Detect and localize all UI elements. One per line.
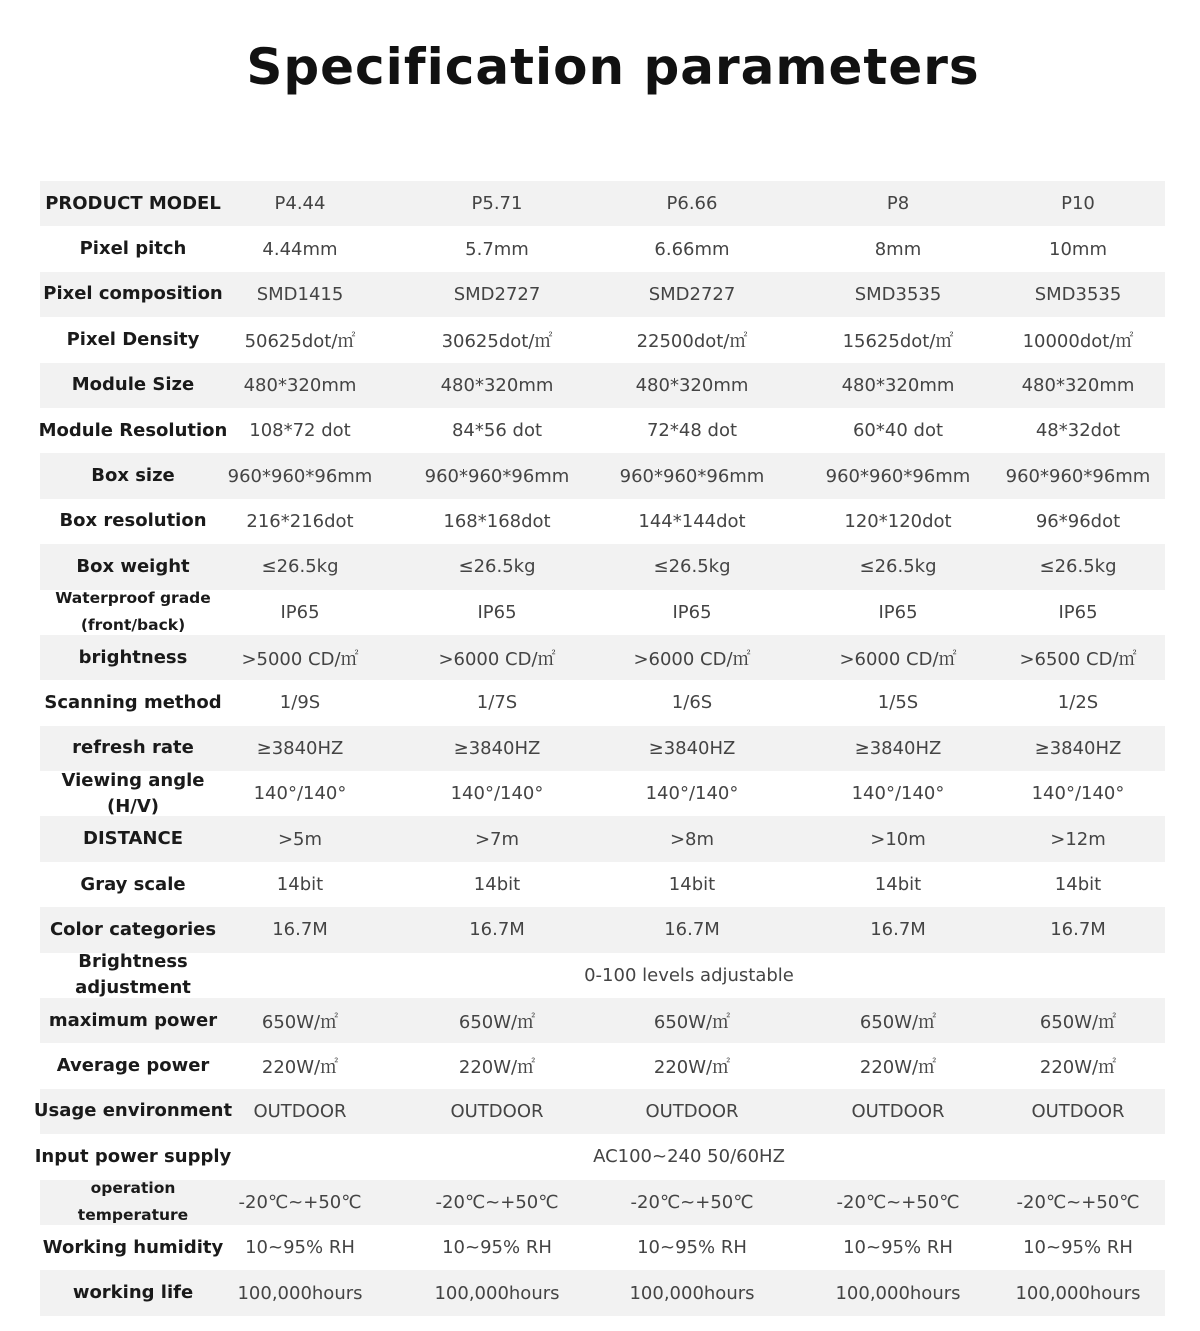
table-cell: P4.44 [274, 193, 326, 215]
table-cell: 140°/140° [645, 783, 739, 805]
row-label: Module Size [71, 374, 195, 396]
table-cell: 15625dot/㎡ [842, 330, 954, 352]
table-cell: 650W/㎡ [653, 1011, 731, 1033]
table-row [40, 408, 1165, 453]
row-label: Box size [91, 464, 175, 486]
table-cell: 10mm [1049, 238, 1107, 260]
row-label: Viewing angle (H/V) [61, 769, 205, 817]
table-cell: 10000dot/㎡ [1022, 330, 1134, 352]
row-label: Color categories [49, 918, 217, 940]
table-cell: 650W/㎡ [859, 1011, 937, 1033]
table-cell: 10~95% RH [245, 1237, 355, 1259]
table-cell: 72*48 dot [646, 420, 738, 442]
table-cell: SMD3535 [854, 283, 942, 305]
table-row [33, 1089, 1165, 1134]
table-cell: 220W/㎡ [458, 1057, 536, 1079]
table-cell: 16.7M [1050, 919, 1106, 941]
table-cell: IP65 [280, 601, 320, 623]
table-cell: >7m [474, 828, 520, 850]
table-cell: 480*320mm [841, 374, 955, 396]
row-label: Pixel pitch [79, 238, 187, 260]
row-label: Box resolution [59, 510, 207, 532]
row-label: maximum power [48, 1009, 218, 1031]
table-cell: 650W/㎡ [1039, 1011, 1117, 1033]
table-cell: 144*144dot [638, 510, 746, 532]
table-cell: -20℃~+50℃ [238, 1191, 362, 1213]
table-cell: P5.71 [471, 193, 523, 215]
row-label: operation temperature [77, 1179, 189, 1225]
row-label: Scanning method [44, 691, 222, 713]
table-cell: 96*96dot [1035, 510, 1121, 532]
table-cell: 960*960*96mm [227, 465, 373, 487]
table-cell: 216*216dot [246, 510, 354, 532]
table-cell: 10~95% RH [843, 1237, 953, 1259]
table-cell: 140°/140° [851, 783, 945, 805]
table-row [40, 907, 1165, 952]
table-row [40, 726, 1165, 771]
table-cell: ≤26.5kg [458, 556, 536, 578]
table-row [40, 544, 1165, 589]
table-cell: 220W/㎡ [859, 1057, 937, 1079]
table-cell: ≥3840HZ [854, 737, 942, 759]
table-row [34, 1134, 1165, 1179]
table-cell: 1/7S [476, 692, 518, 714]
table-cell: >5000 CD/㎡ [241, 648, 359, 670]
table-cell: 220W/㎡ [1039, 1057, 1117, 1079]
table-cell: 140°/140° [1031, 783, 1125, 805]
row-label: Pixel composition [43, 283, 223, 305]
table-cell: ≥3840HZ [1034, 737, 1122, 759]
table-cell: 14bit [473, 874, 521, 896]
row-label: Box weight [76, 555, 190, 577]
table-cell: 22500dot/㎡ [636, 330, 748, 352]
table-cell: 48*32dot [1035, 420, 1121, 442]
table-cell: 100,000hours [835, 1282, 961, 1304]
table-cell: 16.7M [469, 919, 525, 941]
table-cell: -20℃~+50℃ [630, 1191, 754, 1213]
table-cell: -20℃~+50℃ [836, 1191, 960, 1213]
table-cell: 140°/140° [253, 783, 347, 805]
table-cell: 480*320mm [635, 374, 749, 396]
table-cell: 960*960*96mm [619, 465, 765, 487]
table-cell: OUTDOOR [1031, 1101, 1125, 1122]
table-cell: 1/2S [1057, 692, 1099, 714]
table-cell: -20℃~+50℃ [1016, 1191, 1140, 1213]
table-cell: >6000 CD/㎡ [438, 648, 556, 670]
row-label: Module Resolution [38, 419, 228, 441]
table-row [40, 363, 1165, 408]
table-cell: IP65 [1058, 601, 1098, 623]
spec-table [33, 181, 1165, 1316]
table-cell: >12m [1050, 828, 1106, 850]
table-cell: 100,000hours [1015, 1282, 1141, 1304]
table-cell: 480*320mm [440, 374, 554, 396]
table-row [40, 998, 1165, 1043]
table-cell: 1/6S [671, 692, 713, 714]
table-cell: 108*72 dot [249, 420, 351, 442]
row-label: Brightness adjustment [75, 951, 191, 999]
table-row [40, 953, 1165, 998]
row-label: refresh rate [72, 737, 194, 759]
table-cell: >8m [669, 828, 715, 850]
table-cell: 120*120dot [844, 510, 952, 532]
table-cell: ≥3840HZ [453, 737, 541, 759]
table-cell: ≥3840HZ [256, 737, 344, 759]
table-cell: >6500 CD/㎡ [1019, 648, 1137, 670]
table-row [40, 1180, 1165, 1225]
row-label: PRODUCT MODEL [45, 192, 221, 214]
row-label: Working humidity [42, 1236, 224, 1258]
table-cell: 10~95% RH [442, 1237, 552, 1259]
row-label: DISTANCE [83, 828, 183, 850]
row-label: Gray scale [80, 873, 186, 895]
table-cell: 960*960*96mm [424, 465, 570, 487]
table-cell: SMD2727 [453, 283, 541, 305]
table-row [40, 181, 1165, 226]
table-cell: SMD3535 [1034, 283, 1122, 305]
table-cell: OUTDOOR [851, 1101, 945, 1122]
row-label: Waterproof grade (front/back) [55, 589, 211, 635]
table-cell: 60*40 dot [852, 420, 944, 442]
table-row [40, 317, 1165, 362]
row-label: working life [72, 1282, 194, 1304]
page-title: Specification parameters [246, 38, 980, 96]
table-cell: -20℃~+50℃ [435, 1191, 559, 1213]
table-cell: 220W/㎡ [261, 1057, 339, 1079]
table-cell: 168*168dot [443, 510, 551, 532]
table-row [40, 272, 1165, 317]
table-cell: 84*56 dot [451, 420, 543, 442]
table-cell: 30625dot/㎡ [441, 330, 553, 352]
table-cell: 6.66mm [654, 238, 730, 260]
table-cell: 100,000hours [629, 1282, 755, 1304]
table-cell: 480*320mm [243, 374, 357, 396]
table-cell: ≤26.5kg [653, 556, 731, 578]
row-label: brightness [78, 646, 188, 668]
table-cell: 14bit [276, 874, 324, 896]
table-cell: 16.7M [664, 919, 720, 941]
table-cell: SMD1415 [256, 283, 344, 305]
row-label: Pixel Density [66, 328, 200, 350]
table-cell: 140°/140° [450, 783, 544, 805]
table-cell: 14bit [668, 874, 716, 896]
table-cell: 650W/㎡ [458, 1011, 536, 1033]
table-row [40, 590, 1165, 635]
table-cell: ≥3840HZ [648, 737, 736, 759]
table-cell: 100,000hours [237, 1282, 363, 1304]
table-cell: >10m [870, 828, 926, 850]
table-cell: 480*320mm [1021, 374, 1135, 396]
table-cell: IP65 [477, 601, 517, 623]
table-cell: 650W/㎡ [261, 1011, 339, 1033]
table-cell: IP65 [878, 601, 918, 623]
table-cell: 1/5S [877, 692, 919, 714]
table-cell: P6.66 [666, 193, 718, 215]
table-cell: 960*960*96mm [825, 465, 971, 487]
row-label: Usage environment [33, 1100, 233, 1122]
table-cell: 14bit [874, 874, 922, 896]
table-cell: SMD2727 [648, 283, 736, 305]
table-row [40, 635, 1165, 680]
table-cell: OUTDOOR [450, 1101, 544, 1122]
table-cell: 50625dot/㎡ [244, 330, 356, 352]
row-label: Average power [56, 1055, 210, 1077]
table-cell: ≤26.5kg [859, 556, 937, 578]
table-row [40, 816, 1165, 861]
table-row [40, 1225, 1165, 1270]
table-cell: >6000 CD/㎡ [839, 648, 957, 670]
table-cell-span: AC100~240 50/60HZ [593, 1146, 785, 1168]
table-cell-span: 0-100 levels adjustable [584, 964, 794, 986]
table-cell: IP65 [672, 601, 712, 623]
table-cell: 5.7mm [465, 238, 529, 260]
row-label: Input power supply [34, 1145, 232, 1167]
table-cell: 100,000hours [434, 1282, 560, 1304]
table-row [40, 771, 1165, 816]
table-cell: OUTDOOR [645, 1101, 739, 1122]
table-row [40, 680, 1165, 725]
table-cell: >5m [277, 828, 323, 850]
table-cell: ≤26.5kg [1039, 556, 1117, 578]
table-cell: 10~95% RH [1023, 1237, 1133, 1259]
table-row [40, 1270, 1165, 1315]
table-cell: 960*960*96mm [1005, 465, 1151, 487]
table-cell: 14bit [1054, 874, 1102, 896]
table-row [40, 1043, 1165, 1088]
table-cell: ≤26.5kg [261, 556, 339, 578]
table-cell: 10~95% RH [637, 1237, 747, 1259]
table-cell: 220W/㎡ [653, 1057, 731, 1079]
table-cell: 1/9S [279, 692, 321, 714]
table-cell: OUTDOOR [253, 1101, 347, 1122]
table-row [40, 226, 1165, 271]
table-cell: 16.7M [272, 919, 328, 941]
table-row [40, 862, 1165, 907]
table-cell: 16.7M [870, 919, 926, 941]
table-cell: 4.44mm [262, 238, 338, 260]
table-cell: >6000 CD/㎡ [633, 648, 751, 670]
table-row [40, 499, 1165, 544]
table-cell: P10 [1061, 193, 1095, 215]
table-cell: 8mm [874, 238, 922, 260]
table-row [40, 453, 1165, 498]
table-cell: P8 [886, 193, 910, 215]
